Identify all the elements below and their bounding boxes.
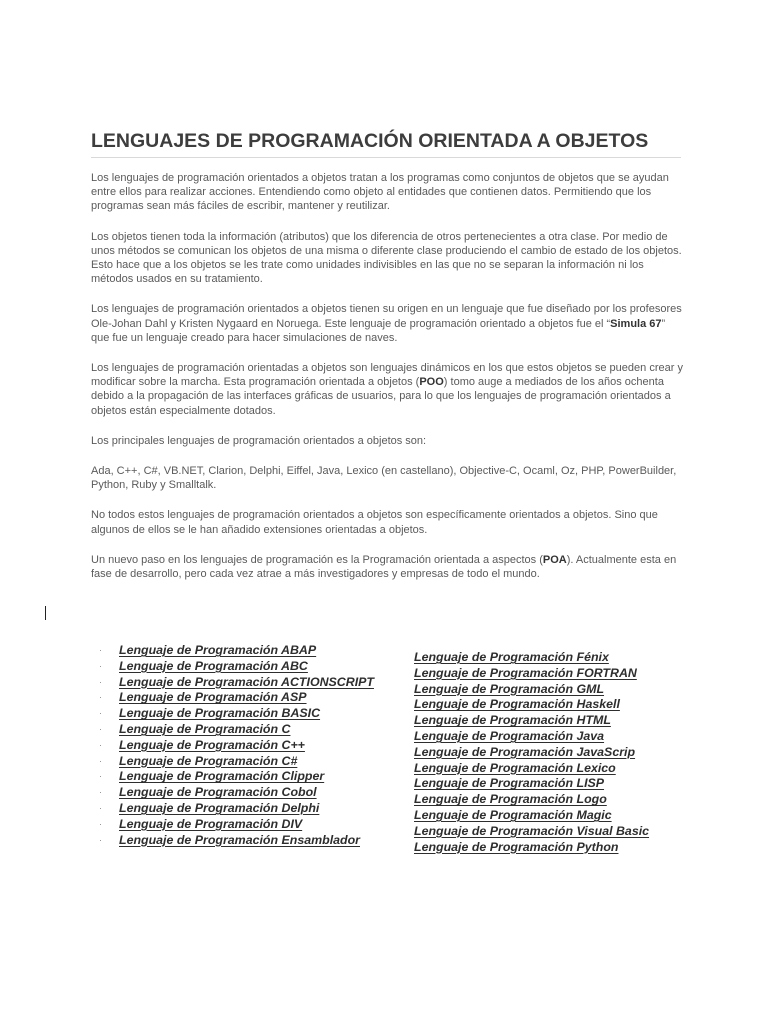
bullet-icon: · xyxy=(99,739,102,750)
language-link[interactable]: Lenguaje de Programación Logo xyxy=(414,792,607,807)
language-link[interactable]: Lenguaje de Programación Lexico xyxy=(414,760,616,775)
bullet-icon: · xyxy=(99,818,102,829)
article-body xyxy=(91,171,683,597)
language-link[interactable]: Lenguaje de Programación ACTIONSCRIPT xyxy=(119,674,374,689)
paragraph-aspects xyxy=(91,553,683,581)
language-link-item xyxy=(97,833,387,849)
bullet-icon: · xyxy=(99,755,102,766)
language-link[interactable]: Lenguaje de Programación Ensamblador xyxy=(119,832,360,847)
language-link[interactable]: Lenguaje de Programación Magic xyxy=(414,807,612,822)
language-links-left xyxy=(97,643,387,848)
language-link-item xyxy=(97,690,387,706)
language-link-item xyxy=(97,801,387,817)
language-link-item xyxy=(414,713,704,729)
language-link-item xyxy=(414,761,704,777)
language-link[interactable]: Lenguaje de Programación GML xyxy=(414,681,605,696)
language-link[interactable]: Lenguaje de Programación C xyxy=(119,721,291,736)
language-link-item xyxy=(97,722,387,738)
paragraph-dynamic xyxy=(91,361,683,418)
language-link[interactable]: Lenguaje de Programación LISP xyxy=(414,776,605,791)
language-links-right xyxy=(414,650,704,855)
simula-67-term: Simula 67 xyxy=(610,317,662,330)
language-link-item xyxy=(414,792,704,808)
bullet-icon: · xyxy=(99,645,102,655)
language-link-item xyxy=(414,650,704,666)
language-link[interactable]: Lenguaje de Programación Cobol xyxy=(119,785,317,800)
bullet-icon: · xyxy=(99,708,102,719)
bullet-icon: · xyxy=(99,834,102,845)
language-link[interactable]: Lenguaje de Programación FORTRAN xyxy=(414,665,637,680)
poo-term: POO xyxy=(419,376,444,389)
language-link-item xyxy=(414,729,704,745)
language-link-item xyxy=(414,697,704,713)
paragraph-origin xyxy=(91,302,683,345)
language-link-item xyxy=(414,824,704,840)
language-link-item xyxy=(414,682,704,698)
language-link[interactable]: Lenguaje de Programación Python xyxy=(414,839,619,854)
language-link[interactable]: Lenguaje de Programación C++ xyxy=(119,737,305,752)
aspects-text-end: ). Actualmente esta en fase de desarrollo, pero cada vez atrae a más investigadores y empresas de todo el mundo. xyxy=(91,553,677,581)
language-link-item xyxy=(97,769,387,785)
language-link[interactable]: Lenguaje de Programación BASIC xyxy=(119,706,321,721)
aspects-text-start: Un nuevo paso en los lenguajes de programación es la Programación orientada a aspectos ( xyxy=(91,553,543,566)
language-link-item xyxy=(414,666,704,682)
language-link[interactable]: Lenguaje de Programación Delphi xyxy=(119,800,320,815)
language-link[interactable]: Lenguaje de Programación Clipper xyxy=(119,769,325,784)
language-link-item xyxy=(414,745,704,761)
language-link-item xyxy=(414,808,704,824)
language-link-item xyxy=(97,754,387,770)
language-link[interactable]: Lenguaje de Programación Visual Basic xyxy=(414,823,650,838)
origin-text-start: Los lenguajes de programación orientados a objetos tienen su origen en un lenguaje que fue diseñado por los profesores Ole-Johan Dahl y Kristen Nygaard en Noruega. Este lenguaje de programación orientado a objetos fue el “ xyxy=(91,303,682,330)
language-link[interactable]: Lenguaje de Programación JavaScrip xyxy=(414,744,636,759)
dynamic-text-end: ) tomo auge a mediados de los años ochenta debido a la propagación de las interfaces gráficas de usuarios, para lo que los lenguajes de programación orientados a objetos están especialmente dotados. xyxy=(91,376,671,417)
paragraph-not-all: No todos estos lenguajes de programación orientados a objetos son específicamente orientados a objetos. Sino que algunos de ellos se le han añadido extensiones orientadas a objetos. xyxy=(91,509,658,536)
language-link[interactable]: Lenguaje de Programación Fénix xyxy=(414,650,609,664)
language-link[interactable]: Lenguaje de Programación DIV xyxy=(119,816,303,831)
paragraph-intro: Los lenguajes de programación orientados a objetos tratan a los programas como conjuntos de objetos que se ayudan entre ellos para realizar acciones. Entendiendo como objeto al entidades que contienen datos. Permitiendo que los programas sean más fáciles de escribir, mantener y reutilizar. xyxy=(91,172,669,213)
language-link[interactable]: Lenguaje de Programación HTML xyxy=(414,713,611,728)
text-cursor xyxy=(45,606,46,620)
language-link-item xyxy=(414,776,704,792)
bullet-icon: · xyxy=(99,676,102,687)
language-link[interactable]: Lenguaje de Programación ABAP xyxy=(119,643,317,657)
bullet-icon: · xyxy=(99,723,102,734)
bullet-icon: · xyxy=(99,692,102,703)
bullet-icon: · xyxy=(99,771,102,782)
language-link-item xyxy=(97,643,387,659)
poa-term: POA xyxy=(542,553,567,566)
language-link[interactable]: Lenguaje de Programación Java xyxy=(414,728,605,743)
language-link[interactable]: Lenguaje de Programación C# xyxy=(119,753,298,768)
language-link-item xyxy=(97,675,387,691)
language-link-item xyxy=(97,659,387,675)
dynamic-text-start: Los lenguajes de programación orientadas a objetos son lenguajes dinámicos en los que estos objetos se pueden crear y modificar sobre la marcha. Esta programación orientada a objetos ( xyxy=(91,362,683,389)
language-link[interactable]: Lenguaje de Programación ASP xyxy=(119,690,307,705)
language-link[interactable]: Lenguaje de Programación ABC xyxy=(119,658,308,673)
language-link-item xyxy=(97,738,387,754)
page-title: LENGUAJES DE PROGRAMACIÓN ORIENTADA A OBJETOS xyxy=(91,130,681,158)
language-link-item xyxy=(97,817,387,833)
bullet-icon: · xyxy=(99,802,102,813)
paragraph-language-list: Ada, C++, C#, VB.NET, Clarion, Delphi, Eiffel, Java, Lexico (en castellano), Objective-C, Ocaml, Oz, PHP, PowerBuilder, Python, Ruby y Smalltalk. xyxy=(91,465,677,492)
paragraph-main-languages: Los principales lenguajes de programación orientados a objetos son: xyxy=(91,434,427,447)
origin-text-end: ” que fue un lenguaje creado para hacer simulaciones de naves. xyxy=(91,317,666,344)
language-link-item xyxy=(97,785,387,801)
bullet-icon: · xyxy=(99,787,102,798)
language-link-item xyxy=(97,706,387,722)
paragraph-objects: Los objetos tienen toda la información (atributos) que los diferencia de otros pertenecientes a otra clase. Por medio de unos métodos se comunican los objetos de una misma o diferente clase produciendo el cambio de estado de los objetos. Esto hace que a los objetos se les trate como unidades indivisibles en las que no se separan la información ni los métodos usados en su tratamiento. xyxy=(91,230,682,286)
language-link[interactable]: Lenguaje de Programación Haskell xyxy=(414,697,620,712)
language-link-item xyxy=(414,840,704,856)
bullet-icon: · xyxy=(99,660,102,671)
